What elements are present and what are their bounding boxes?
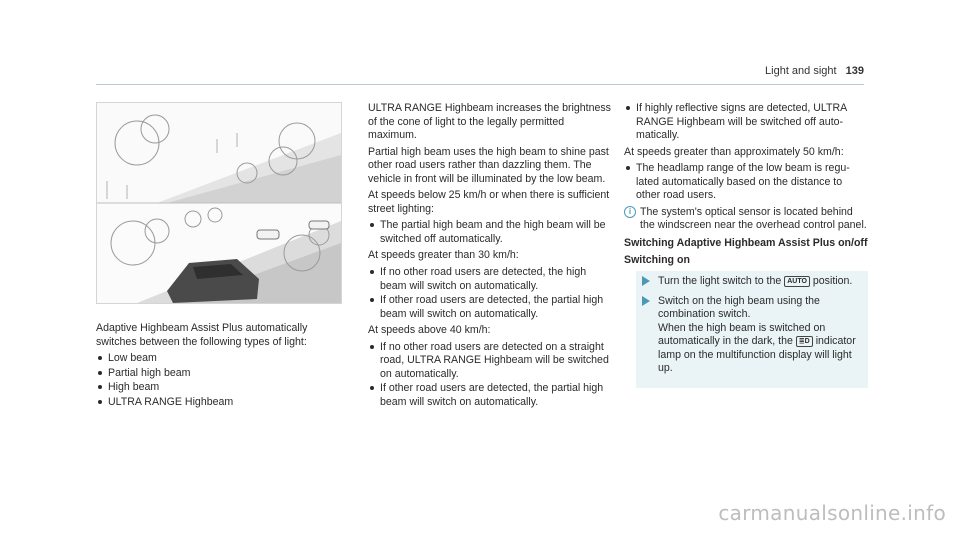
step-text: When the high beam is switched on automatically in the dark, the — [658, 321, 826, 348]
instruction-step — [640, 275, 864, 289]
list-item: If other road users are detected, the partial high beam will switch on automatically. — [368, 382, 612, 409]
instruction-steps — [636, 271, 868, 388]
list-item: High beam — [96, 381, 346, 395]
paragraph: At speeds above 40 km/h: — [368, 324, 491, 337]
list-item: The headlamp range of the low beam is regulated automatically based on the distance to other road users. — [624, 162, 868, 203]
caption-intro: Adaptive Highbeam Assist Plus automatically switches between the following types of light: — [96, 322, 308, 348]
list-item: If no other road users are detected, the high beam will switch on automatically. — [368, 266, 612, 293]
step-text: Turn the light switch to the — [658, 275, 782, 288]
step-arrow-icon — [642, 296, 650, 306]
paragraph: At speeds greater than 30 km/h: — [368, 249, 519, 262]
step-arrow-icon — [642, 276, 650, 286]
running-head — [765, 64, 864, 78]
adaptive-highbeam-illustration-icon — [97, 103, 341, 303]
note-text: The system's optical sensor is located behind the windscreen near the overhead control panel. — [640, 205, 867, 232]
section-title: Light and sight — [765, 65, 837, 77]
high-beam-indicator-icon: ≣D — [796, 336, 813, 347]
section-heading: Switching Adaptive Highbeam Assist Plus on/off — [624, 236, 868, 249]
bullet-list — [368, 219, 612, 246]
header-rule — [96, 84, 864, 85]
paragraph: ULTRA RANGE Highbeam increases the brightness of the cone of light to the legally permitted maximum. — [368, 102, 611, 142]
bullet-list — [368, 266, 612, 321]
bullet-list — [368, 341, 612, 410]
list-item: ULTRA RANGE Highbeam — [96, 396, 346, 410]
info-note — [624, 206, 868, 233]
info-icon: i — [624, 206, 636, 218]
list-item: If highly reflective signs are detected, ULTRA RANGE Highbeam will be switched off automatically. — [624, 102, 868, 143]
step-text: indicator lamp on the multifunction display will light up. — [658, 335, 856, 375]
paragraph: Partial high beam uses the high beam to shine past other road users rather than dazzling them. The vehicle in front will be illuminated by the low beam. — [368, 145, 609, 185]
page-number: 139 — [845, 65, 864, 77]
subsection-heading: Switching on — [624, 254, 690, 267]
column-3 — [624, 102, 868, 388]
bullet-list — [624, 162, 868, 203]
step-text: Switch on the high beam using the combination switch. — [658, 294, 820, 321]
column-2 — [368, 102, 612, 412]
watermark: carmanualsonline.info — [718, 501, 946, 526]
paragraph: At speeds greater than approximately 50 km/h: — [624, 145, 844, 158]
list-item: The partial high beam and the high beam will be switched off automatically. — [368, 219, 612, 246]
list-item: Low beam — [96, 352, 346, 366]
bullet-list — [624, 102, 868, 143]
instruction-step — [640, 295, 864, 376]
figure-caption — [96, 322, 346, 412]
illustration-figure — [96, 102, 342, 304]
auto-switch-symbol-icon: AUTO — [784, 276, 810, 287]
step-text: position. — [812, 275, 853, 288]
paragraph: At speeds below 25 km/h or when there is sufficient street lighting: — [368, 189, 610, 215]
light-types-list — [96, 352, 346, 409]
list-item: Partial high beam — [96, 367, 346, 381]
list-item: If other road users are detected, the partial high beam will switch on automatically. — [368, 294, 612, 321]
list-item: If no other road users are detected on a straight road, ULTRA RANGE Highbeam will be switched on automatically. — [368, 341, 612, 382]
